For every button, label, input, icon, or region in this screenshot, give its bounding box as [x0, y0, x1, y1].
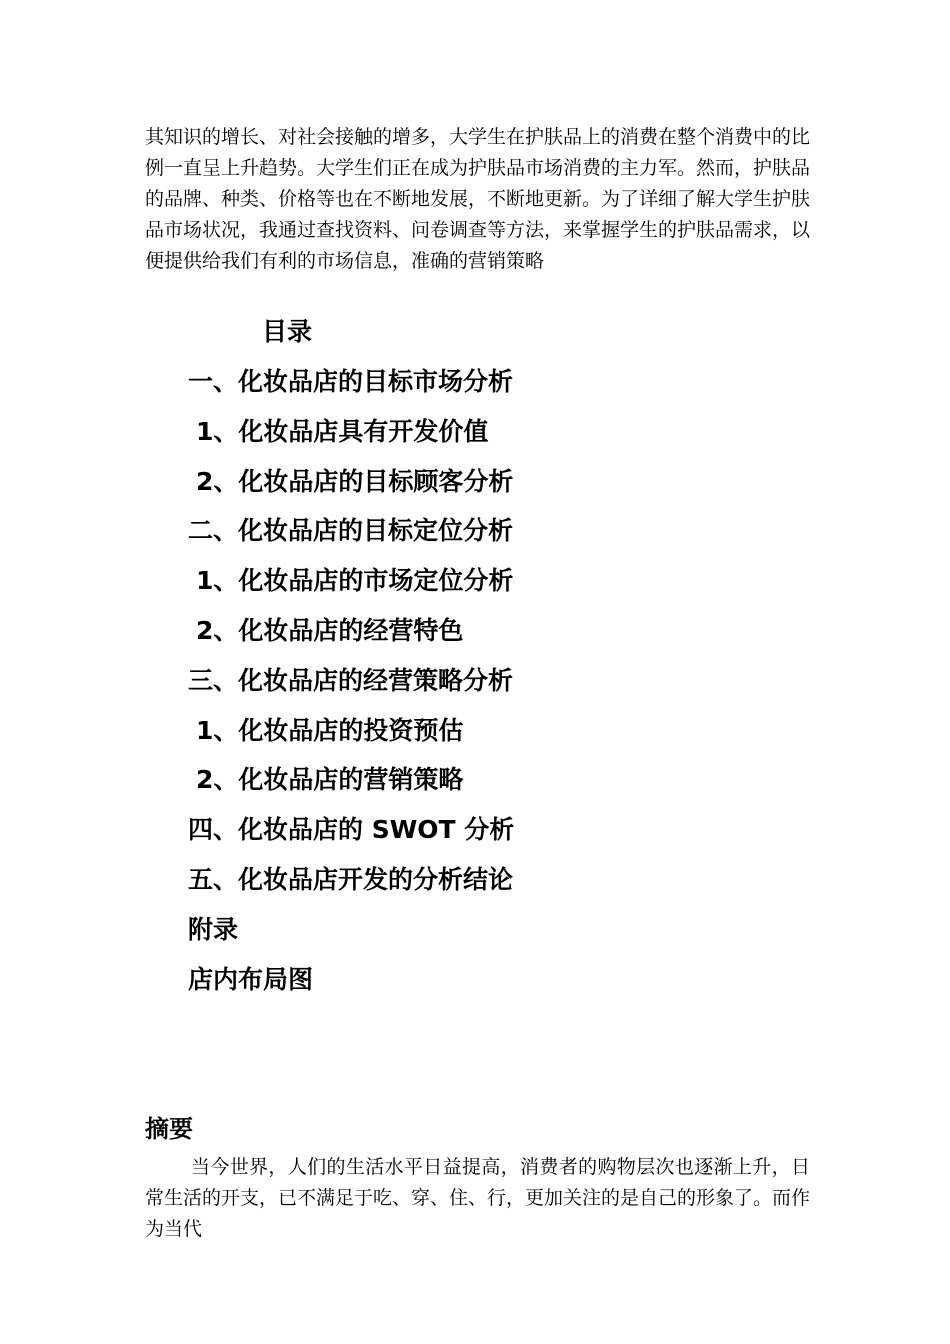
toc-item-layout: 店内布局图	[188, 964, 314, 994]
toc-item-2-2: 2、化妆品店的经营特色	[196, 615, 464, 645]
abstract-text: 当今世界，人们的生活水平日益提高，消费者的购物层次也逐渐上升，日常生活的开支，已不满足于吃、穿、住、行，更加关注的是自己的形象了。而作为当代	[145, 1156, 811, 1240]
toc-item-appendix: 附录	[188, 914, 239, 944]
toc-item-3-2: 2、化妆品店的营销策略	[196, 765, 464, 795]
abstract-paragraph	[145, 1152, 810, 1245]
abstract-heading: 摘要	[145, 1115, 193, 1143]
toc-item-3: 三、化妆品店的经营策略分析	[188, 665, 514, 695]
table-of-contents	[188, 364, 748, 1011]
toc-item-2: 二、化妆品店的目标定位分析	[188, 516, 514, 546]
intro-paragraph	[145, 122, 810, 277]
intro-text: 其知识的增长、对社会接触的增多，大学生在护肤品上的消费在整个消费中的比例一直呈上升趋势。大学生们正在成为护肤品市场消费的主力军。然而，护肤品的品牌、种类、价格等也在不断地发展，不断地更新。为了详细了解大学生护肤品市场状况，我通过查找资料、问卷调查等方法，来掌握学生的护肤品需求，以便提供给我们有利的市场信息，准确的营销策略	[145, 126, 811, 272]
toc-item-2-1: 1、化妆品店的市场定位分析	[196, 566, 514, 596]
toc-item-1: 一、化妆品店的目标市场分析	[188, 367, 514, 396]
toc-item-3-1: 1、化妆品店的投资预估	[196, 715, 464, 745]
toc-item-1-2: 2、化妆品店的目标顾客分析	[196, 466, 514, 496]
toc-item-5: 五、化妆品店开发的分析结论	[188, 864, 514, 894]
toc-item-4: 四、化妆品店的 SWOT 分析	[188, 815, 515, 845]
toc-item-1-1: 1、化妆品店具有开发价值	[196, 416, 489, 446]
toc-title: 目录	[262, 317, 313, 346]
